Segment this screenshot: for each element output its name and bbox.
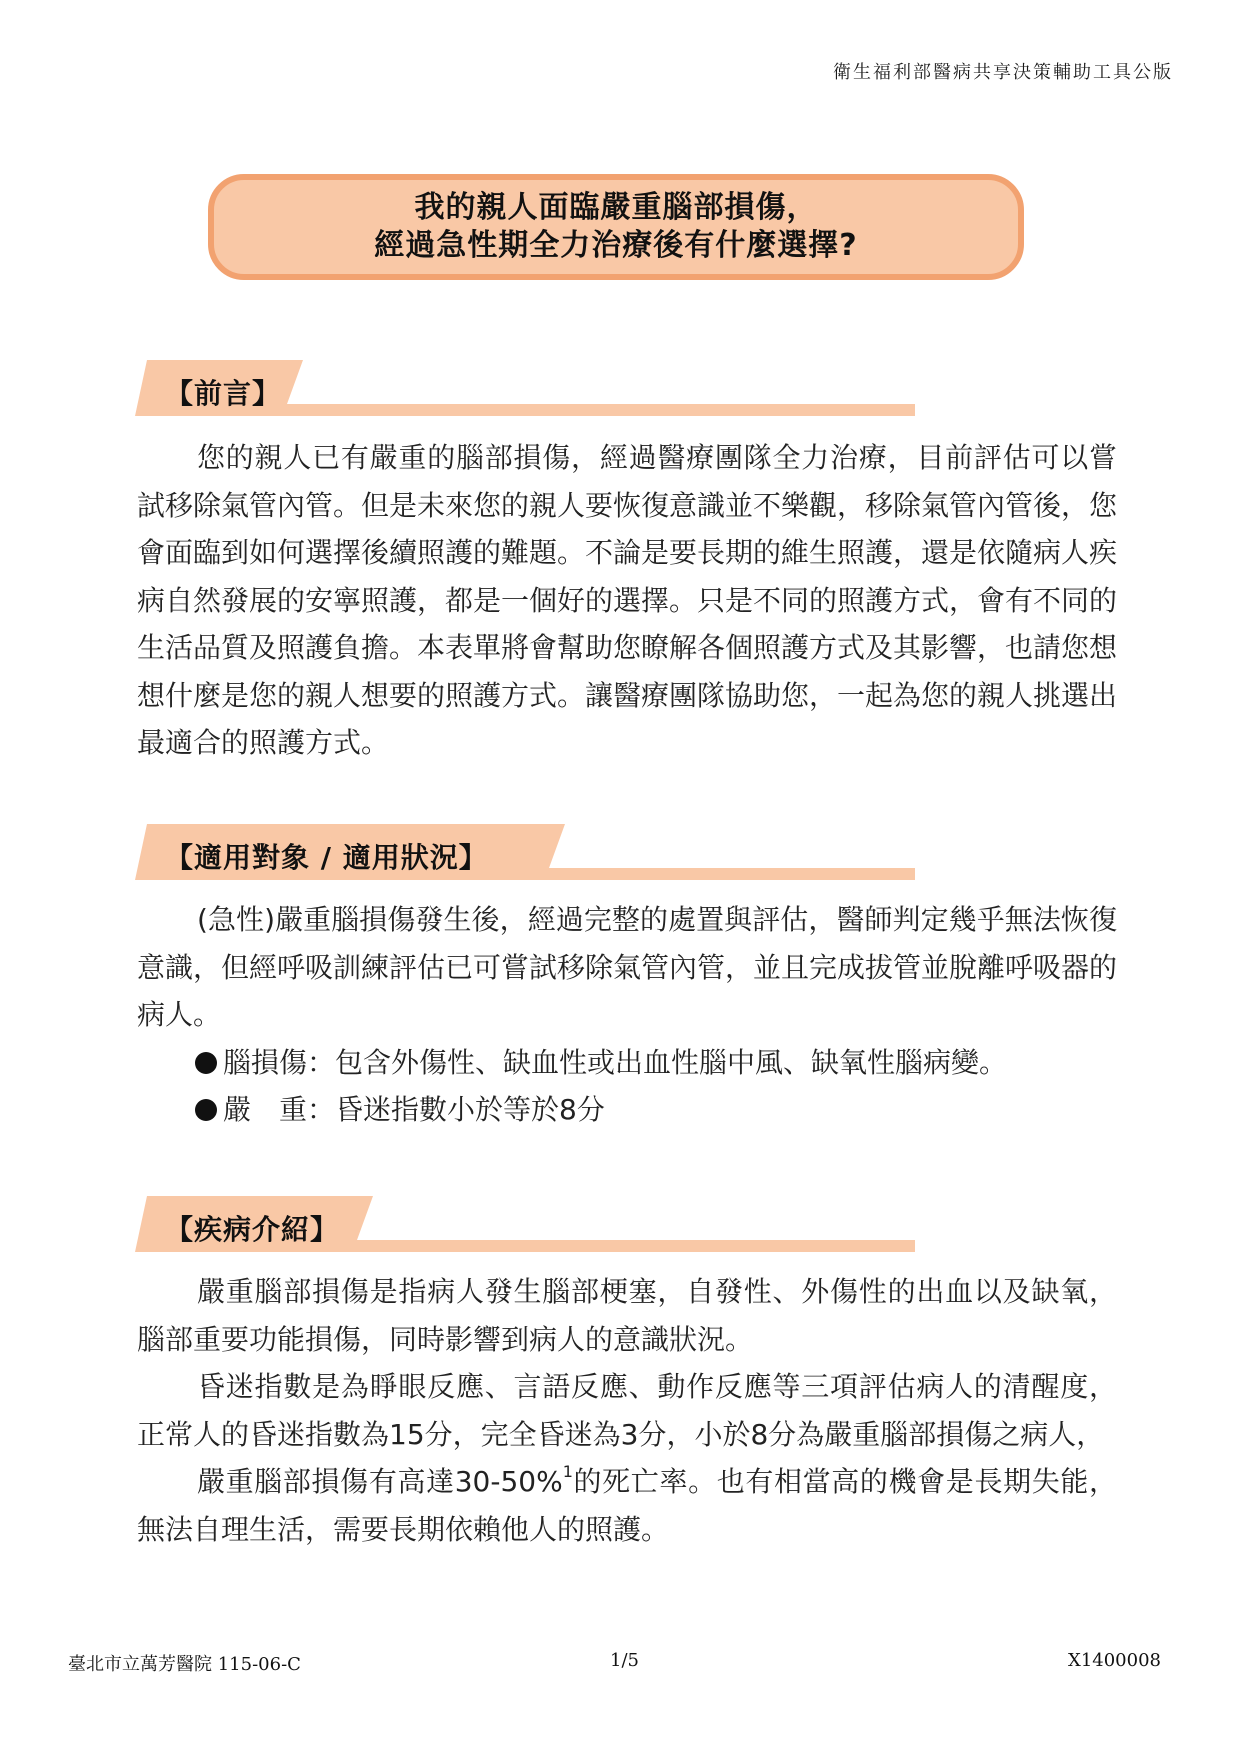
bullet-item-brain-injury: 腦損傷：包含外傷性、缺血性或出血性腦中風、缺氧性腦病變。	[137, 1039, 1117, 1087]
title-line-2: 經過急性期全力治療後有什麼選擇?	[374, 228, 858, 263]
applicable-paragraph: (急性)嚴重腦損傷發生後，經過完整的處置與評估，醫師判定幾乎無法恢復意識，但經呼吸訓練評估已可嘗試移除氣管內管，並且完成拔管並脫離呼吸器的病人。	[137, 903, 1118, 1031]
footnote-ref: 1	[562, 1462, 573, 1481]
title-line-1: 我的親人面臨嚴重腦部損傷，	[414, 190, 818, 225]
preface-paragraph: 您的親人已有嚴重的腦部損傷，經過醫療團隊全力治療，目前評估可以嘗試移除氣管內管。但是未來您的親人要恢復意識並不樂觀，移除氣管內管後，您會面臨到如何選擇後續照護的難題。不論是要長期的維生照護，還是依隨病人疾病自然發展的安寧照護，都是一個好的選擇。只是不同的照護方式，會有不同的生活品質及照護負擔。本表單將會幫助您瞭解各個照護方式及其影響，也請您想想什麼是您的親人想要的照護方式。讓醫療團隊協助您，一起為您的親人挑選出最適合的照護方式。	[137, 441, 1118, 759]
bullet-dot-icon	[195, 1099, 217, 1121]
bullet-dot-icon	[195, 1052, 217, 1074]
header-note: 衛生福利部醫病共享決策輔助工具公版	[833, 62, 1173, 83]
disease-paragraph-3: 嚴重腦部損傷有高達30-50%$^1$的死亡率。也有相當高的機會是長期失能，無法自理生活，需要長期依賴他人的照護。	[137, 1462, 1117, 1546]
footer-page-number: 1/5	[610, 1650, 639, 1671]
disease-paragraph-block	[137, 1268, 1117, 1553]
footer-hospital-code: 臺北市立萬芳醫院 115-06-C	[68, 1654, 301, 1675]
bullet-item-severe: 嚴 重：昏迷指數小於等於8分	[137, 1086, 1117, 1134]
applicable-paragraph-block	[137, 896, 1117, 1134]
title-banner	[208, 174, 1024, 280]
section-heading-preface	[135, 360, 915, 426]
disease-paragraph-1: 嚴重腦部損傷是指病人發生腦部梗塞，自發性、外傷性的出血以及缺氧，腦部重要功能損傷，同時影響到病人的意識狀況。	[137, 1275, 1117, 1356]
section-heading-label: 【適用對象 / 適用狀況】	[165, 841, 488, 874]
preface-paragraph-block	[137, 434, 1117, 767]
section-heading-label: 【疾病介紹】	[165, 1213, 340, 1246]
section-heading-disease	[135, 1196, 915, 1262]
section-heading-label: 【前言】	[165, 377, 282, 410]
disease-paragraph-2: 昏迷指數是為睜眼反應、言語反應、動作反應等三項評估病人的清醒度，正常人的昏迷指數為15分，完全昏迷為3分，小於8分為嚴重腦部損傷之病人，	[137, 1370, 1117, 1451]
section-heading-applicable	[135, 824, 915, 890]
footer-form-id: X1400008	[1068, 1650, 1161, 1671]
